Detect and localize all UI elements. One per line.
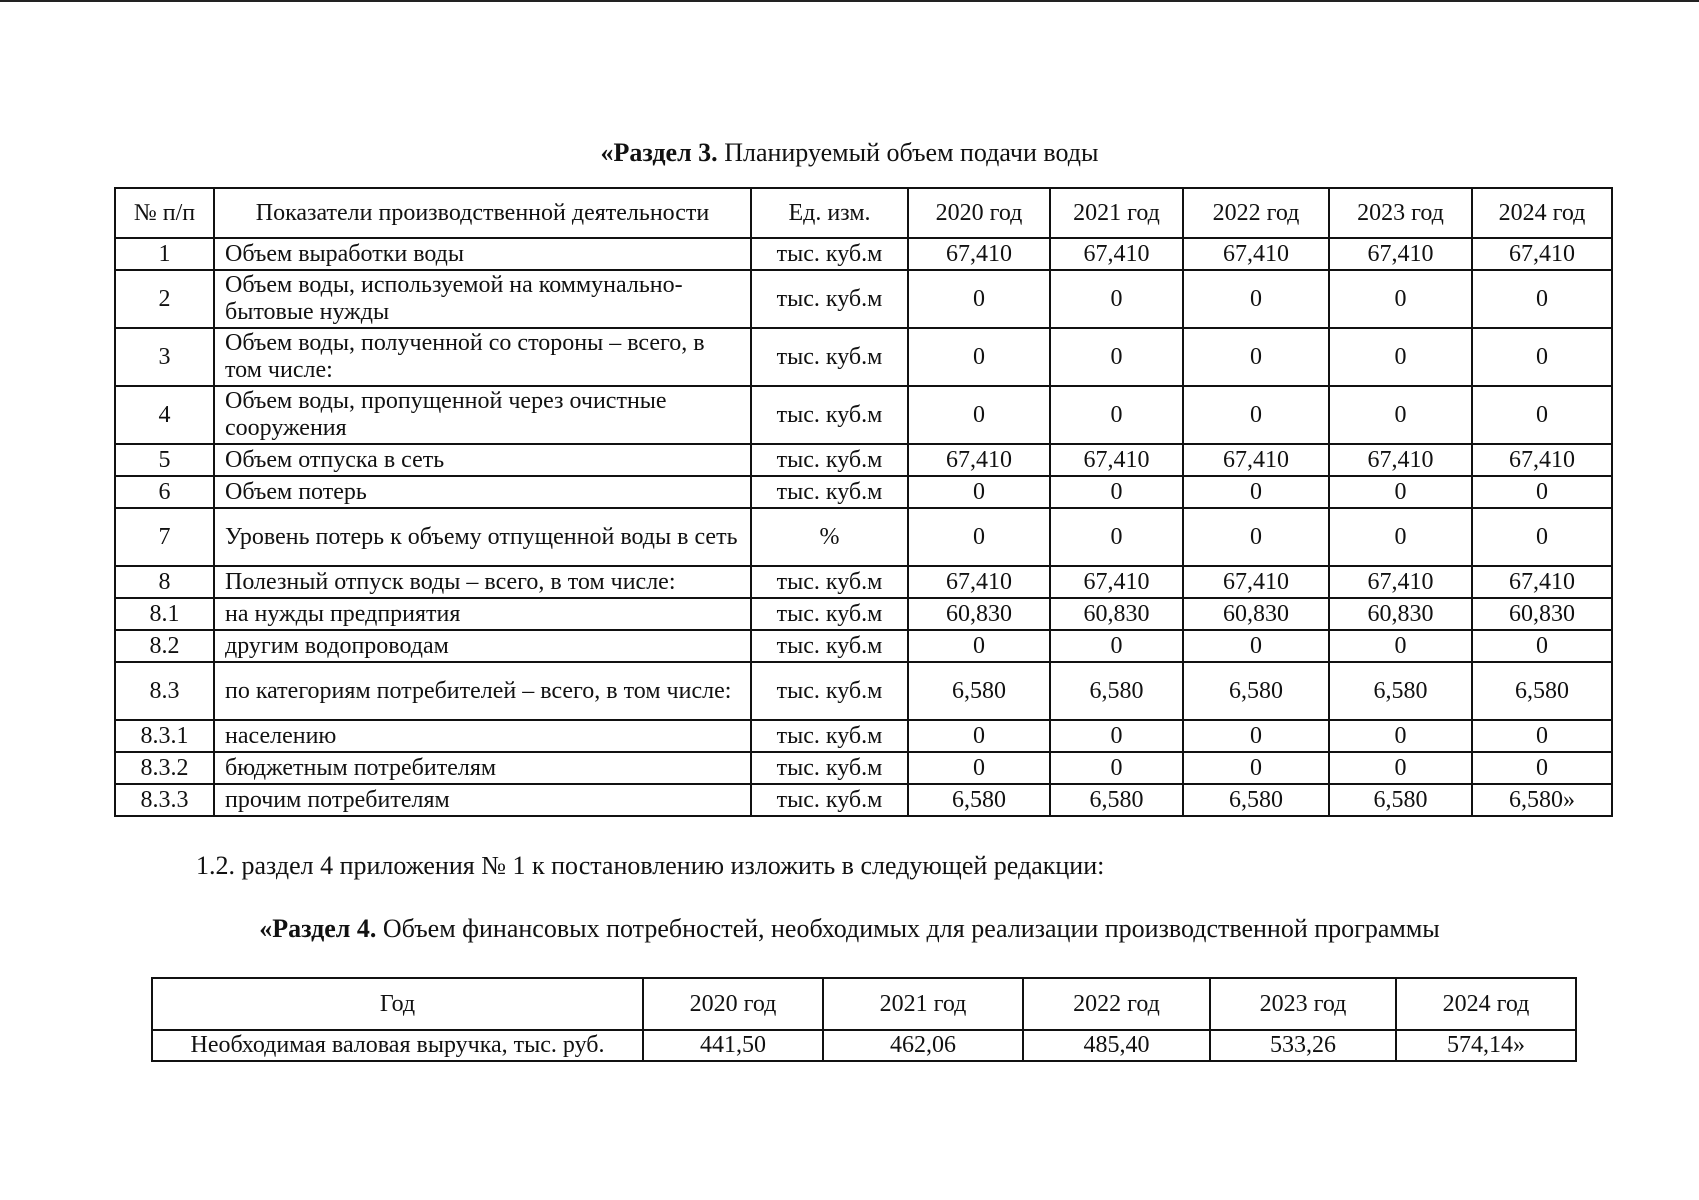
value-cell: 0 (1329, 720, 1472, 752)
value-cell: 67,410 (908, 444, 1050, 476)
row-number-cell: 8.1 (115, 598, 214, 630)
value-cell: 0 (1329, 270, 1472, 328)
header-cell: 2021 год (823, 978, 1023, 1030)
section3-header-row (115, 188, 1612, 238)
value-cell: 67,410 (1183, 238, 1329, 270)
value-cell: 0 (1183, 508, 1329, 566)
unit-cell: тыс. куб.м (751, 662, 908, 720)
row-number-cell: 3 (115, 328, 214, 386)
unit-cell: тыс. куб.м (751, 630, 908, 662)
value-cell: 0 (1472, 270, 1612, 328)
unit-cell: тыс. куб.м (751, 598, 908, 630)
value-cell: 0 (1050, 328, 1183, 386)
indicator-name-cell: Объем выработки воды (214, 238, 751, 270)
indicator-name-cell: Объем отпуска в сеть (214, 444, 751, 476)
value-cell: 60,830 (1050, 598, 1183, 630)
unit-cell: тыс. куб.м (751, 784, 908, 816)
row-number-cell: 8.3.3 (115, 784, 214, 816)
value-cell: 462,06 (823, 1030, 1023, 1061)
indicator-name-cell: другим водопроводам (214, 630, 751, 662)
value-cell: 60,830 (908, 598, 1050, 630)
header-cell: 2021 год (1050, 188, 1183, 238)
indicator-name-cell: Объем воды, полученной со стороны – всего, в том числе: (214, 328, 751, 386)
value-cell: 67,410 (1472, 566, 1612, 598)
value-cell: 0 (908, 386, 1050, 444)
header-cell: 2023 год (1329, 188, 1472, 238)
row-number-cell: 6 (115, 476, 214, 508)
table-row (115, 566, 1612, 598)
row-number-cell: 1 (115, 238, 214, 270)
header-cell: 2020 год (643, 978, 823, 1030)
row-label-cell: Необходимая валовая выручка, тыс. руб. (152, 1030, 643, 1061)
value-cell: 6,580 (1183, 784, 1329, 816)
header-cell: 2022 год (1023, 978, 1210, 1030)
value-cell: 0 (908, 328, 1050, 386)
table-row (115, 662, 1612, 720)
row-number-cell: 2 (115, 270, 214, 328)
value-cell: 0 (1050, 508, 1183, 566)
indicator-name-cell: прочим потребителям (214, 784, 751, 816)
value-cell: 0 (1183, 752, 1329, 784)
indicator-name-cell: Объем потерь (214, 476, 751, 508)
row-number-cell: 8.3.2 (115, 752, 214, 784)
table-row (115, 630, 1612, 662)
value-cell: 60,830 (1183, 598, 1329, 630)
value-cell: 6,580 (1329, 662, 1472, 720)
header-cell: № п/п (115, 188, 214, 238)
row-number-cell: 8.2 (115, 630, 214, 662)
unit-cell: тыс. куб.м (751, 386, 908, 444)
value-cell: 6,580 (1329, 784, 1472, 816)
value-cell: 0 (1472, 386, 1612, 444)
header-cell: 2024 год (1472, 188, 1612, 238)
unit-cell: тыс. куб.м (751, 444, 908, 476)
section3-title-bold: «Раздел 3. (600, 138, 718, 167)
section4-header-row (152, 978, 1576, 1030)
value-cell: 0 (908, 630, 1050, 662)
header-cell: 2020 год (908, 188, 1050, 238)
value-cell: 6,580 (908, 784, 1050, 816)
value-cell: 0 (1050, 476, 1183, 508)
value-cell: 574,14» (1396, 1030, 1576, 1061)
section4-title (0, 914, 1699, 944)
value-cell: 67,410 (1050, 238, 1183, 270)
value-cell: 0 (1050, 386, 1183, 444)
value-cell: 6,580 (1183, 662, 1329, 720)
value-cell: 0 (1329, 630, 1472, 662)
indicator-name-cell: Объем воды, пропущенной через очистные сооружения (214, 386, 751, 444)
indicator-name-cell: Объем воды, используемой на коммунально-бытовые нужды (214, 270, 751, 328)
value-cell: 6,580 (908, 662, 1050, 720)
value-cell: 485,40 (1023, 1030, 1210, 1061)
indicator-name-cell: Полезный отпуск воды – всего, в том числе: (214, 566, 751, 598)
row-number-cell: 7 (115, 508, 214, 566)
indicator-name-cell: населению (214, 720, 751, 752)
value-cell: 0 (1329, 328, 1472, 386)
table-row (115, 386, 1612, 444)
header-cell: Показатели производственной деятельности (214, 188, 751, 238)
value-cell: 0 (1472, 476, 1612, 508)
row-number-cell: 5 (115, 444, 214, 476)
indicator-name-cell: на нужды предприятия (214, 598, 751, 630)
section3-title (0, 138, 1699, 168)
unit-cell: тыс. куб.м (751, 270, 908, 328)
section3-title-rest: Планируемый объем подачи воды (717, 138, 1099, 167)
value-cell: 0 (908, 476, 1050, 508)
value-cell: 0 (1183, 386, 1329, 444)
indicator-name-cell: бюджетным потребителям (214, 752, 751, 784)
value-cell: 0 (1329, 476, 1472, 508)
value-cell: 67,410 (1050, 566, 1183, 598)
row-number-cell: 4 (115, 386, 214, 444)
value-cell: 0 (1472, 508, 1612, 566)
row-number-cell: 8.3 (115, 662, 214, 720)
value-cell: 6,580 (1050, 784, 1183, 816)
value-cell: 533,26 (1210, 1030, 1396, 1061)
value-cell: 67,410 (908, 238, 1050, 270)
section4-title-rest: Объем финансовых потребностей, необходимых для реализации производственной программы (376, 914, 1440, 943)
value-cell: 67,410 (1050, 444, 1183, 476)
value-cell: 0 (1050, 270, 1183, 328)
header-cell: Ед. изм. (751, 188, 908, 238)
value-cell: 441,50 (643, 1030, 823, 1061)
value-cell: 6,580» (1472, 784, 1612, 816)
value-cell: 0 (908, 752, 1050, 784)
value-cell: 67,410 (1183, 566, 1329, 598)
section4-title-bold: «Раздел 4. (259, 914, 377, 943)
section3-table (114, 187, 1613, 817)
header-cell: 2022 год (1183, 188, 1329, 238)
table-row (115, 444, 1612, 476)
value-cell: 67,410 (1329, 238, 1472, 270)
unit-cell: тыс. куб.м (751, 328, 908, 386)
value-cell: 0 (1050, 720, 1183, 752)
value-cell: 0 (908, 508, 1050, 566)
value-cell: 67,410 (1472, 444, 1612, 476)
value-cell: 67,410 (908, 566, 1050, 598)
indicator-name-cell: Уровень потерь к объему отпущенной воды в сеть (214, 508, 751, 566)
value-cell: 0 (1050, 752, 1183, 784)
value-cell: 6,580 (1472, 662, 1612, 720)
value-cell: 0 (1183, 270, 1329, 328)
value-cell: 0 (1329, 508, 1472, 566)
row-number-cell: 8 (115, 566, 214, 598)
value-cell: 0 (1329, 752, 1472, 784)
value-cell: 0 (1183, 720, 1329, 752)
table-row (115, 598, 1612, 630)
row-number-cell: 8.3.1 (115, 720, 214, 752)
value-cell: 0 (1472, 328, 1612, 386)
header-cell: 2023 год (1210, 978, 1396, 1030)
unit-cell: тыс. куб.м (751, 566, 908, 598)
value-cell: 0 (1183, 476, 1329, 508)
value-cell: 0 (1472, 752, 1612, 784)
value-cell: 60,830 (1329, 598, 1472, 630)
unit-cell: тыс. куб.м (751, 476, 908, 508)
header-cell: 2024 год (1396, 978, 1576, 1030)
table-row (115, 476, 1612, 508)
value-cell: 6,580 (1050, 662, 1183, 720)
table-row (115, 270, 1612, 328)
table-row (115, 508, 1612, 566)
value-cell: 0 (1050, 630, 1183, 662)
unit-cell: тыс. куб.м (751, 720, 908, 752)
table-row (115, 328, 1612, 386)
value-cell: 0 (1183, 630, 1329, 662)
value-cell: 67,410 (1329, 566, 1472, 598)
paragraph-1-2: 1.2. раздел 4 приложения № 1 к постановлению изложить в следующей редакции: (196, 851, 1105, 880)
value-cell: 67,410 (1183, 444, 1329, 476)
table-row (115, 784, 1612, 816)
top-border-line (0, 0, 1699, 2)
value-cell: 60,830 (1472, 598, 1612, 630)
value-cell: 0 (1183, 328, 1329, 386)
section4-table (151, 977, 1577, 1062)
value-cell: 0 (908, 270, 1050, 328)
value-cell: 67,410 (1472, 238, 1612, 270)
unit-cell: тыс. куб.м (751, 238, 908, 270)
value-cell: 0 (1472, 720, 1612, 752)
indicator-name-cell: по категориям потребителей – всего, в том числе: (214, 662, 751, 720)
value-cell: 0 (1472, 630, 1612, 662)
header-cell: Год (152, 978, 643, 1030)
table-row (115, 752, 1612, 784)
table-row (115, 238, 1612, 270)
unit-cell: % (751, 508, 908, 566)
value-cell: 67,410 (1329, 444, 1472, 476)
unit-cell: тыс. куб.м (751, 752, 908, 784)
table-row (152, 1030, 1576, 1061)
value-cell: 0 (908, 720, 1050, 752)
value-cell: 0 (1329, 386, 1472, 444)
table-row (115, 720, 1612, 752)
